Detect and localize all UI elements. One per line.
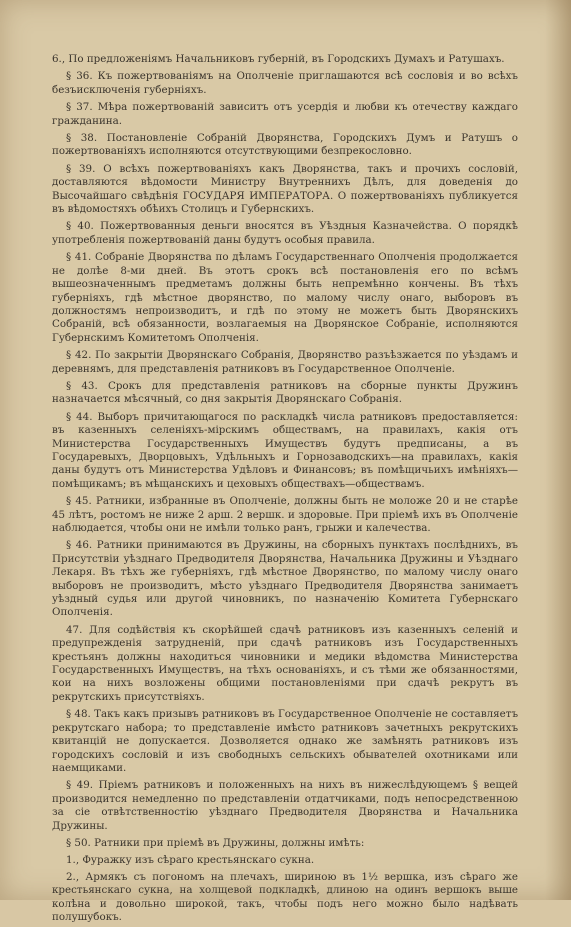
paragraph-43: § 43. Срокъ для представленія ратниковъ на сборные пункты Дружинъ назначается мѣсячный, со дня закрытія Дворянскаго Собранія. <box>52 379 518 406</box>
paragraph-49: § 49. Пріемъ ратниковъ и положенныхъ на нихъ въ нижеслѣдующемъ § вещей производится немедленно по представленіи отдатчиками, подъ непосредственною за сіе отвѣтственностію уѣзднаго Предводителя Дворянства и Начальника Дружины. <box>52 779 518 832</box>
paragraph-39: § 39. О всѣхъ пожертвованіяхъ какъ Дворянства, такъ и прочихъ сословій, доставляются вѣдомости Министру Внутреннихъ Дѣлъ, для доведенія до Высочайшаго свѣдѣнія ГОСУДАРЯ ИМПЕРАТОРА. О пожертвованіяхъ публикуется въ вѣдомостяхъ обѣихъ Столицъ и Губернскихъ. <box>52 162 518 216</box>
paragraph-46: § 46. Ратники принимаются въ Дружины, на сборныхъ пунктахъ послѣднихъ, въ Присутствіи уѣзднаго Предводителя Дворянства, Начальника Дружины и Уѣзднаго Лекаря. Въ тѣхъ же губерніяхъ, гдѣ мѣстное Дворянство, по малому числу онаго выборовъ не производитъ, мѣсто уѣзднаго Предводителя Дворянства занимаетъ уѣздный судья или другой чиновникъ, по назначенію Комитета Губернскаго Ополченія. <box>52 539 518 619</box>
paragraph-6: 6., По предложеніямъ Начальниковъ губерній, въ Городскихъ Думахъ и Ратушахъ. <box>52 53 505 65</box>
list-item-2: 2., Армякъ съ погономъ на плечахъ, шириною въ 1½ вершка, изъ сѣраго же крестьянскаго сукна, на холщевой подкладкѣ, длиною на одинъ вершокъ выше колѣна и довольно широкой, такъ, чтобы подъ него можно было надѣвать полушубокъ. <box>52 870 518 923</box>
document-body <box>52 53 518 927</box>
paragraph-40: § 40. Пожертвованныя деньги вносятся въ Уѣздныя Казначейства. О порядкѣ употребленія пожертвованій даны будутъ особыя правила. <box>52 220 518 246</box>
paragraph-50: § 50. Ратники при пріемѣ въ Дружины, должны имѣть: <box>66 836 365 849</box>
paper-edge-stain <box>545 0 571 900</box>
paragraph-48: § 48. Такъ какъ призывъ ратниковъ въ Государственное Ополченіе не составляетъ рекрутскаго набора; то представленіе имѣсто ратниковъ зачетныхъ рекрутскихъ квитанцій не допускается. Дозволяется однако же замѣнять ратниковъ изъ городскихъ сословій и изъ свободныхъ сельскихъ обывателей охотниками или наемщиками. <box>52 708 518 774</box>
paragraph-36: § 36. Къ пожертвованіямъ на Ополченіе приглашаются всѣ сословія и во всѣхъ безъисключенія губерніяхъ. <box>52 70 518 96</box>
paragraph-42: § 42. По закрытіи Дворянскаго Собранія, Дворянство разъѣзжается по уѣздамъ и деревнямъ, для представленія ратниковъ въ Государственное Ополченіе. <box>52 349 518 375</box>
paragraph-44: § 44. Выборъ причитающагося по раскладкѣ числа ратниковъ предоставляется: въ казенныхъ селеніяхъ-мірскимъ обществамъ, на правилахъ, какія отъ Министерства Государственныхъ Имуществъ будутъ предписаны, а въ Государевыхъ, Дворцовыхъ, Удѣльныхъ и Горнозаводскихъ—на правилахъ, какія даны будутъ отъ Министерства Удѣловъ и Финансовъ; въ помѣщичьихъ имѣніяхъ—помѣщикамъ; въ мѣщанскихъ и цеховыхъ обществахъ—обществамъ. <box>52 410 518 490</box>
paragraph-41: § 41. Собраніе Дворянства по дѣламъ Государственнаго Ополченія продолжается не долѣе 8-ми дней. Въ этотъ срокъ всѣ постановленія его по всѣмъ вышеозначеннымъ предметамъ должны быть непремѣнно кончены. Въ тѣхъ губерніяхъ, гдѣ мѣстное дворянство, по малому числу онаго, выборовъ въ должностямъ непроизводитъ, и гдѣ по этому не можетъ быть Дворянскихъ Собраній, всѣ обязанности, возлагаемыя на Дворянское Собраніе, исполняются Губернскимъ Комитетомъ Ополченія. <box>52 251 518 344</box>
paragraph-38: § 38. Постановленіе Собраній Дворянства, Городскихъ Думъ и Ратушъ о пожертвованіяхъ исполняются отсутствующими безпрекословно. <box>52 132 518 158</box>
paragraph-47: 47. Для содѣйствія къ скорѣйшей сдачѣ ратниковъ изъ казенныхъ селеній и предупрежденія затрудненій, при сдачѣ ратниковъ изъ Государственныхъ крестьянъ должны находиться чиновники и медики вѣдомства Министерства Государственныхъ Имуществъ, на тѣхъ основаніяхъ, и съ тѣми же обязанностями, кои на нихъ возложены общими постановленіями при сдачѣ рекрутъ въ рекрутскихъ присутствіяхъ. <box>52 623 518 703</box>
paragraph-37: § 37. Мѣра пожертвованій зависитъ отъ усердія и любви къ отечеству каждаго гражданина. <box>52 101 518 127</box>
list-item-1: 1., Фуражку изъ сѣраго крестьянскаго сукна. <box>66 854 315 867</box>
paragraph-45: § 45. Ратники, избранные въ Ополченіе, должны быть не моложе 20 и не старѣе 45 лѣтъ, ростомъ не ниже 2 арш. 2 вершк. и здоровые. При пріемѣ ихъ въ Ополченіе наблюдается, чтобы они не имѣли только ранъ, грыжи и калечества. <box>52 495 518 534</box>
